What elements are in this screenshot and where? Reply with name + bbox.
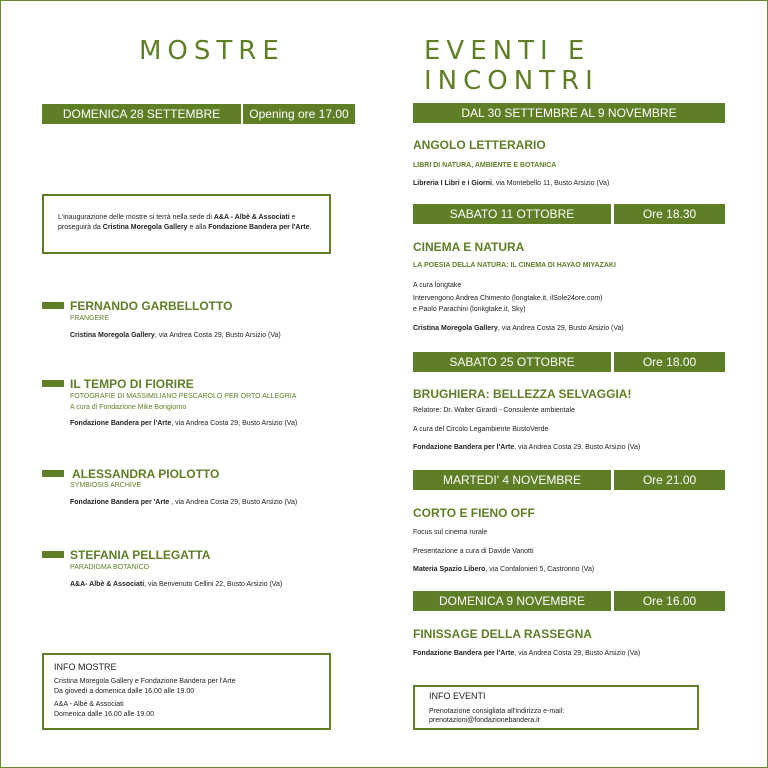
- event-detail: Presentazione a cura di Davide Vanotti: [413, 548, 534, 555]
- event-date-bar: SABATO 11 OTTOBRE: [413, 204, 611, 224]
- event-detail: e Paolo Parachini (lonkgtake.it, Sky): [413, 306, 526, 313]
- event-title: CORTO E FIENO OFF: [413, 506, 535, 520]
- mostre-date-bar: DOMENICA 28 SETTEMBRE: [42, 104, 241, 124]
- exhibition-venue: Cristina Moregola Gallery, via Andrea Costa 29, Busto Arsizio (Va): [70, 332, 281, 339]
- event-date-bar: MARTEDI' 4 NOVEMBRE: [413, 470, 611, 490]
- mostre-intro-box: [42, 194, 331, 254]
- info-mostre-line: Da giovedì a domenica dalle 16.00 alle 19.00: [54, 688, 195, 695]
- item-marker: [42, 380, 64, 387]
- item-marker: [42, 470, 64, 477]
- info-mostre-box: [42, 653, 331, 730]
- exhibition-subtitle: PARADIGMA BOTANICO: [70, 564, 150, 571]
- event-time-bar: Ore 16.00: [614, 591, 725, 611]
- info-mostre-header: INFO MOSTRE: [54, 662, 117, 672]
- item-marker: [42, 551, 64, 558]
- event-detail: Relatore: Dr. Walter Girardi - Consulente ambientale: [413, 407, 575, 414]
- item-marker: [42, 302, 64, 309]
- exhibition-title: FERNANDO GARBELLOTTO: [70, 299, 233, 313]
- info-eventi-header: INFO EVENTI: [429, 691, 486, 701]
- event-venue: Materia Spazio Libero, via Confalonieri 5, Castronno (Va): [413, 566, 595, 573]
- event-venue: Libreria I Libri e i Giorni, via Montebello 11, Busto Arsizio (Va): [413, 180, 610, 187]
- exhibition-title: STEFANIA PELLEGATTA: [70, 548, 211, 562]
- eventi-period-bar: DAL 30 SETTEMBRE AL 9 NOVEMBRE: [413, 103, 725, 123]
- exhibition-subtitle: FRANGERE: [70, 315, 109, 322]
- event-date-bar: SABATO 25 OTTOBRE: [413, 352, 611, 372]
- event-title: FINISSAGE DELLA RASSEGNA: [413, 627, 592, 641]
- exhibition-venue: Fondazione Bandera per 'Arte , via Andrea Costa 29, Busto Arsizio (Va): [70, 499, 298, 506]
- info-mostre-line: A&A - Albè & Associati: [54, 701, 124, 708]
- mostre-title: MOSTRE: [139, 36, 285, 66]
- intro-line-2: proseguirà da Cristina Moregola Gallery e alla Fondazione Bandera per l'Arte.: [58, 224, 312, 231]
- exhibition-subtitle: FOTOGRAFIE DI MASSIMILIANO PESCAROLO PER ORTO ALLEGRIA: [70, 393, 297, 400]
- mostre-opening-bar: Opening ore 17.00: [243, 104, 355, 124]
- event-subtitle: LA POESIA DELLA NATURA: IL CINEMA DI HAYAO MIYAZAKI: [413, 262, 616, 269]
- eventi-title: EVENTI E INCONTRI: [424, 36, 599, 96]
- exhibition-venue: Fondazione Bandera per l'Arte, via Andrea Costa 29, Busto Arsizio (Va): [70, 420, 298, 427]
- info-eventi-box: [413, 685, 699, 730]
- info-eventi-line: Prenotazione consigliata all'indirizzo e-mail:: [429, 708, 565, 715]
- event-time-bar: Ore 21.00: [614, 470, 725, 490]
- exhibition-subtitle: SYMBIOSIS ARCHIVE: [70, 482, 142, 489]
- event-subtitle: LIBRI DI NATURA, AMBIENTE E BOTANICA: [413, 162, 557, 169]
- event-venue: Cristina Moregola Gallery, via Andrea Costa 29, Busto Arsizio (Va): [413, 325, 624, 332]
- event-venue: Fondazione Bandera per l'Arte, via Andrea Costa 29, Busto Arsizio (Va): [413, 444, 641, 451]
- exhibition-title: ALESSANDRA PIOLOTTO: [72, 467, 220, 481]
- event-venue: Fondazione Bandera per l'Arte, via Andrea Costa 29, Busto Arsizio (Va): [413, 650, 641, 657]
- event-detail: Intervengono Andrea Chimento (longtake.it, ilSole24ore.com): [413, 295, 603, 302]
- exhibition-venue: A&A- Albè & Associati, via Benvenuto Cellini 22, Busto Arsizio (Va): [70, 581, 283, 588]
- exhibition-title: IL TEMPO DI FIORIRE: [70, 377, 194, 391]
- event-title: BRUGHIERA: BELLEZZA SELVAGGIA!: [413, 387, 632, 401]
- event-detail: A cura del Circolo Legambiente BustoVerde: [413, 426, 549, 433]
- event-title: ANGOLO LETTERARIO: [413, 138, 546, 152]
- info-eventi-email[interactable]: prenotazioni@fondazionebandera.it: [429, 717, 540, 724]
- info-mostre-line: Cristina Moregola Gallery e Fondazione Bandera per l'Arte: [54, 678, 236, 685]
- event-detail: Focus sul cinema rurale: [413, 529, 488, 536]
- exhibition-curator: A cura di Fondazione Mike Bongiorno: [70, 404, 187, 411]
- event-time-bar: Ore 18.00: [614, 352, 725, 372]
- event-detail: A cura longtake: [413, 282, 462, 289]
- event-title: CINEMA E NATURA: [413, 240, 525, 254]
- info-mostre-line: Domenica dalle 16.00 alle 19.00: [54, 711, 155, 718]
- intro-line-1: L'inaugurazione delle mostre si terrà nella sede di A&A - Albè & Associati e: [58, 214, 296, 221]
- event-date-bar: DOMENICA 9 NOVEMBRE: [413, 591, 611, 611]
- event-time-bar: Ore 18.30: [614, 204, 725, 224]
